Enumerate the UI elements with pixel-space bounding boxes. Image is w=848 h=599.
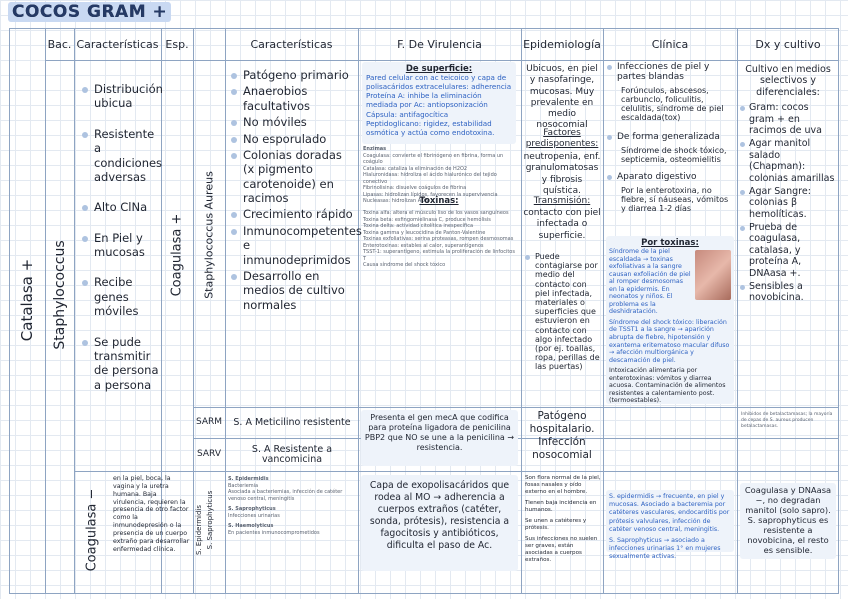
- clinic-list: [607, 62, 735, 213]
- transmission-text: contacto con piel infectada o superficie.: [523, 208, 601, 241]
- coagulasa-positive-label: Coagulasa +: [169, 213, 185, 297]
- toxin-clinic-box: [606, 236, 734, 404]
- coagneg-features: en la piel, boca, la vagina y la uretra humana. Baja virulencia, requieren la presencia de otro factor como la inmunodepresión o la presencia de un cuerpo extraño para desarrollar enfermedad clínica.: [113, 475, 190, 553]
- catalasa-label: Catalasa +: [18, 258, 36, 342]
- list-item: Colonias doradas (x pigmento carotenoide) en racimos: [231, 148, 356, 206]
- clinic-sub: Forúnculos, abscesos, carbunclo, foliculitis, celulitis, síndrome de piel escaldada(tox): [621, 85, 724, 123]
- aureus-features-list: [231, 68, 362, 314]
- factors-text: neutropenia, enf. granulomatosas y fibrosis quística.: [523, 152, 601, 196]
- factors-title: Factores predisponentes:: [525, 128, 599, 150]
- header-clinic: Clínica: [651, 37, 689, 51]
- transmission-title: Transmisión:: [533, 196, 591, 206]
- list-item: Infecciones de piel y partes blandas: [607, 62, 735, 83]
- sarm-virulence: Presenta el gen mecA que codifica para proteína ligadora de penicilina PBP2 que NO se une a la penicilina → resistencia.: [361, 410, 518, 466]
- toxins-title: Toxinas:: [419, 196, 459, 206]
- list-item: No móviles: [231, 115, 356, 129]
- aureus-label: Staphylococcus Aureus: [202, 171, 216, 299]
- sarm-name: S. A Meticilino resistente: [233, 416, 351, 428]
- list-item: Desarrollo en medios de cultivo normales: [231, 269, 356, 312]
- list-item: Sensibles a novobicina.: [740, 281, 836, 304]
- food-poisoning-text: Intoxicación alimentaria por enterotoxinas: vómitos y diarrea acuosa. Contaminación de alimentos resistentes a calentamiento post. (termoestables).: [609, 367, 726, 405]
- list-item: Patógeno primario: [231, 68, 356, 82]
- coagneg-species-notes: S. Epidermidis Bacteriemia Asociada a bacteriemias, infección de catéter venoso central, meningitis S. Saprophyticus Infecciones urinarias S. Haemolyticus En pacientes inmunocomprometidos: [228, 476, 343, 536]
- scalded-skin-text: Síndrome de la piel escaldada → toxinas exfoliativas a la sangre causan exfoliación de piel al romper desmosomas en la epidermis. En neonatos y niños. El problema es la deshidratación.: [609, 248, 691, 316]
- shock-text: Síndrome del shock tóxico: liberación de TSST1 a la sangre → aparición abrupta de fiebre, hipotensión y exantema eritematoso macular difuso → afección multiorgánica y descamación de piel.: [609, 318, 730, 364]
- list-item: Crecimiento rápido: [231, 207, 356, 221]
- epidemiology-main: Ubicuos, en piel y nasofaringe, mucosas. Muy prevalente en medio nosocomial: [526, 64, 598, 131]
- list-item: Puede contagiarse por medio del contacto con piel infectada, materiales o superficies que estuvieron en contacto con algo infectado (por ej. toallas, ropa, perillas de las puertas): [525, 252, 601, 371]
- clinic-toxins-title: Por toxinas:: [641, 238, 699, 248]
- dx-block: [740, 64, 836, 306]
- dx-list: [740, 102, 836, 304]
- coagneg-epidemiology: Son flora normal de la piel, fosas nasales y oído externo en el hombre. Tienen baja incidencia en humanos. Se unen a catéteres y prótesis. Sus infecciones no suelen ser graves, están asociadas a cuerpos extraños.: [525, 475, 601, 563]
- header-characteristics-2: Características: [250, 37, 333, 51]
- list-item: Resistente a condiciones adversas: [82, 127, 160, 185]
- toxin-notes: Toxina alfa: altera el músculo liso de los vasos sanguíneos Toxina beta: esfingomielinasa C, produce hemólisis Toxina delta: actividad citolítica inespecífica Toxina gamma y leucocidina de Panton-Valentine Toxinas exfoliativas: serina proteasas, rompen desmosomas Enterotoxinas: estables al calor, superantígenos TSST-1: superantígeno, estimula la proliferación de linfocitos T Causa síndrome del shock tóxico: [363, 210, 515, 268]
- header-epidemiology: Epidemiología: [523, 37, 601, 51]
- list-item: Recibe genes móviles: [82, 275, 160, 318]
- epidermidis-label: S. Epidermidis: [195, 504, 203, 556]
- spread-text: [525, 252, 601, 374]
- sarv-name: S. A Resistente a vancomicina: [251, 443, 333, 465]
- list-item: Se pude transmitir de persona a persona: [82, 335, 160, 393]
- list-item: Peptidoglicano: rigidez, estabilidad osmótica y actúa como endotoxina.: [366, 119, 495, 137]
- clinic-sub: Por la enterotoxina, no fiebre, sí náuseas, vómitos y diarrea 1-2 días: [621, 185, 729, 213]
- header-dx: Dx y cultivo: [755, 37, 821, 51]
- surface-title: De superficie:: [405, 64, 473, 74]
- sarm-label: SARM: [195, 417, 223, 428]
- sarm-epidemiology: Patógeno hospitalario. Infección nosocomial: [529, 410, 595, 462]
- clinic-sub: Síndrome de shock tóxico, septicemia, osteomielitis: [621, 145, 727, 164]
- enzyme-notes: Enzimas Coagulasa: convierte el fibrinógeno en fibrina, forma un coágulo Catalasa: cataliza la eliminación de H2O2 Hialuronidasa: hidroliza el ácido hialurónico del tejido conectivo Fibrinolisina: disuelve coágulos de fibrina Lipasas: hidrolizan lípidos, favorecen la supervivencia Nucleasas: hidrolizan ADN: [363, 146, 504, 204]
- coagneg-virulence: Capa de exopolisacáridos que rodea al MO → adherencia a cuerpos extraños (catéter, sonda, prótesis), resistencia a fagocitosis y antibióticos, dificulta el paso de Ac.: [361, 475, 518, 571]
- list-item: Prueba de coagulasa, catalasa, y proteína A, DNAasa +.: [740, 222, 836, 279]
- saprophyticus-label: S. Saprophyticus: [206, 490, 214, 550]
- header-bac: Bac.: [47, 37, 72, 51]
- list-item: Cápsula: antifagocítica: [366, 109, 449, 119]
- list-item: Proteína A: inhibe la eliminación mediada por Ac: antiopsonización: [366, 91, 488, 109]
- list-item: Agar manitol salado (Chapman): colonias amarillas: [740, 138, 836, 184]
- bac-features-list: [82, 82, 163, 394]
- coagulasa-negative-label: Coagulasa −: [84, 488, 100, 572]
- list-item: Alto ClNa: [82, 200, 160, 214]
- header-characteristics: Características: [76, 37, 159, 51]
- sarv-label: SARV: [197, 449, 221, 460]
- list-item: Distribución ubicua: [82, 82, 160, 111]
- list-item: De forma generalizada: [607, 132, 735, 142]
- header-virulence: F. De Virulencia: [397, 37, 482, 51]
- list-item: Inmunocompetentes e inmunodeprimidos: [231, 224, 356, 267]
- skin-lesion-image: [695, 250, 731, 300]
- coagneg-clinic: S. epidermidis → frecuente, en piel y mucosas. Asociado a bacteremia por catéteres vasculares, endocarditis por prótesis valvulares, infección de catéter venoso central, meningitis. S. Saprophyticus → asociado a infecciones urinarias 1° en mujeres sexualmente activas.: [606, 490, 734, 552]
- surface-factors-box: [362, 62, 516, 144]
- list-item: Pared celular con ac teicoico y capa de polisacáridos extracelulares: adherencia: [366, 73, 512, 91]
- list-item: Gram: cocos gram + en racimos de uva: [740, 102, 836, 136]
- list-item: No esporulado: [231, 132, 356, 146]
- dx-intro: Cultivo en medios selectivos y diferenciales:: [745, 64, 831, 98]
- header-species: Esp.: [165, 37, 189, 51]
- surface-list: [366, 74, 512, 137]
- list-item: Aparato digestivo: [607, 172, 735, 182]
- list-item: Anaerobios facultativos: [231, 84, 356, 113]
- list-item: En Piel y mucosas: [82, 231, 160, 260]
- list-item: Agar Sangre: colonias β hemolíticas.: [740, 186, 836, 220]
- coagneg-dx: Coagulasa y DNAasa −, no degradan manitol (solo sapro). S. saprophyticus es resistente a novobicina, el resto es sensible.: [740, 483, 836, 559]
- page-title: COCOS GRAM +: [8, 2, 171, 22]
- staphylococcus-label: Staphylococcus: [52, 240, 68, 350]
- aside-note: Inhibidos de betalactamasas; la mayoría de cepas de S. aureus producen betalactamasas.: [741, 412, 833, 429]
